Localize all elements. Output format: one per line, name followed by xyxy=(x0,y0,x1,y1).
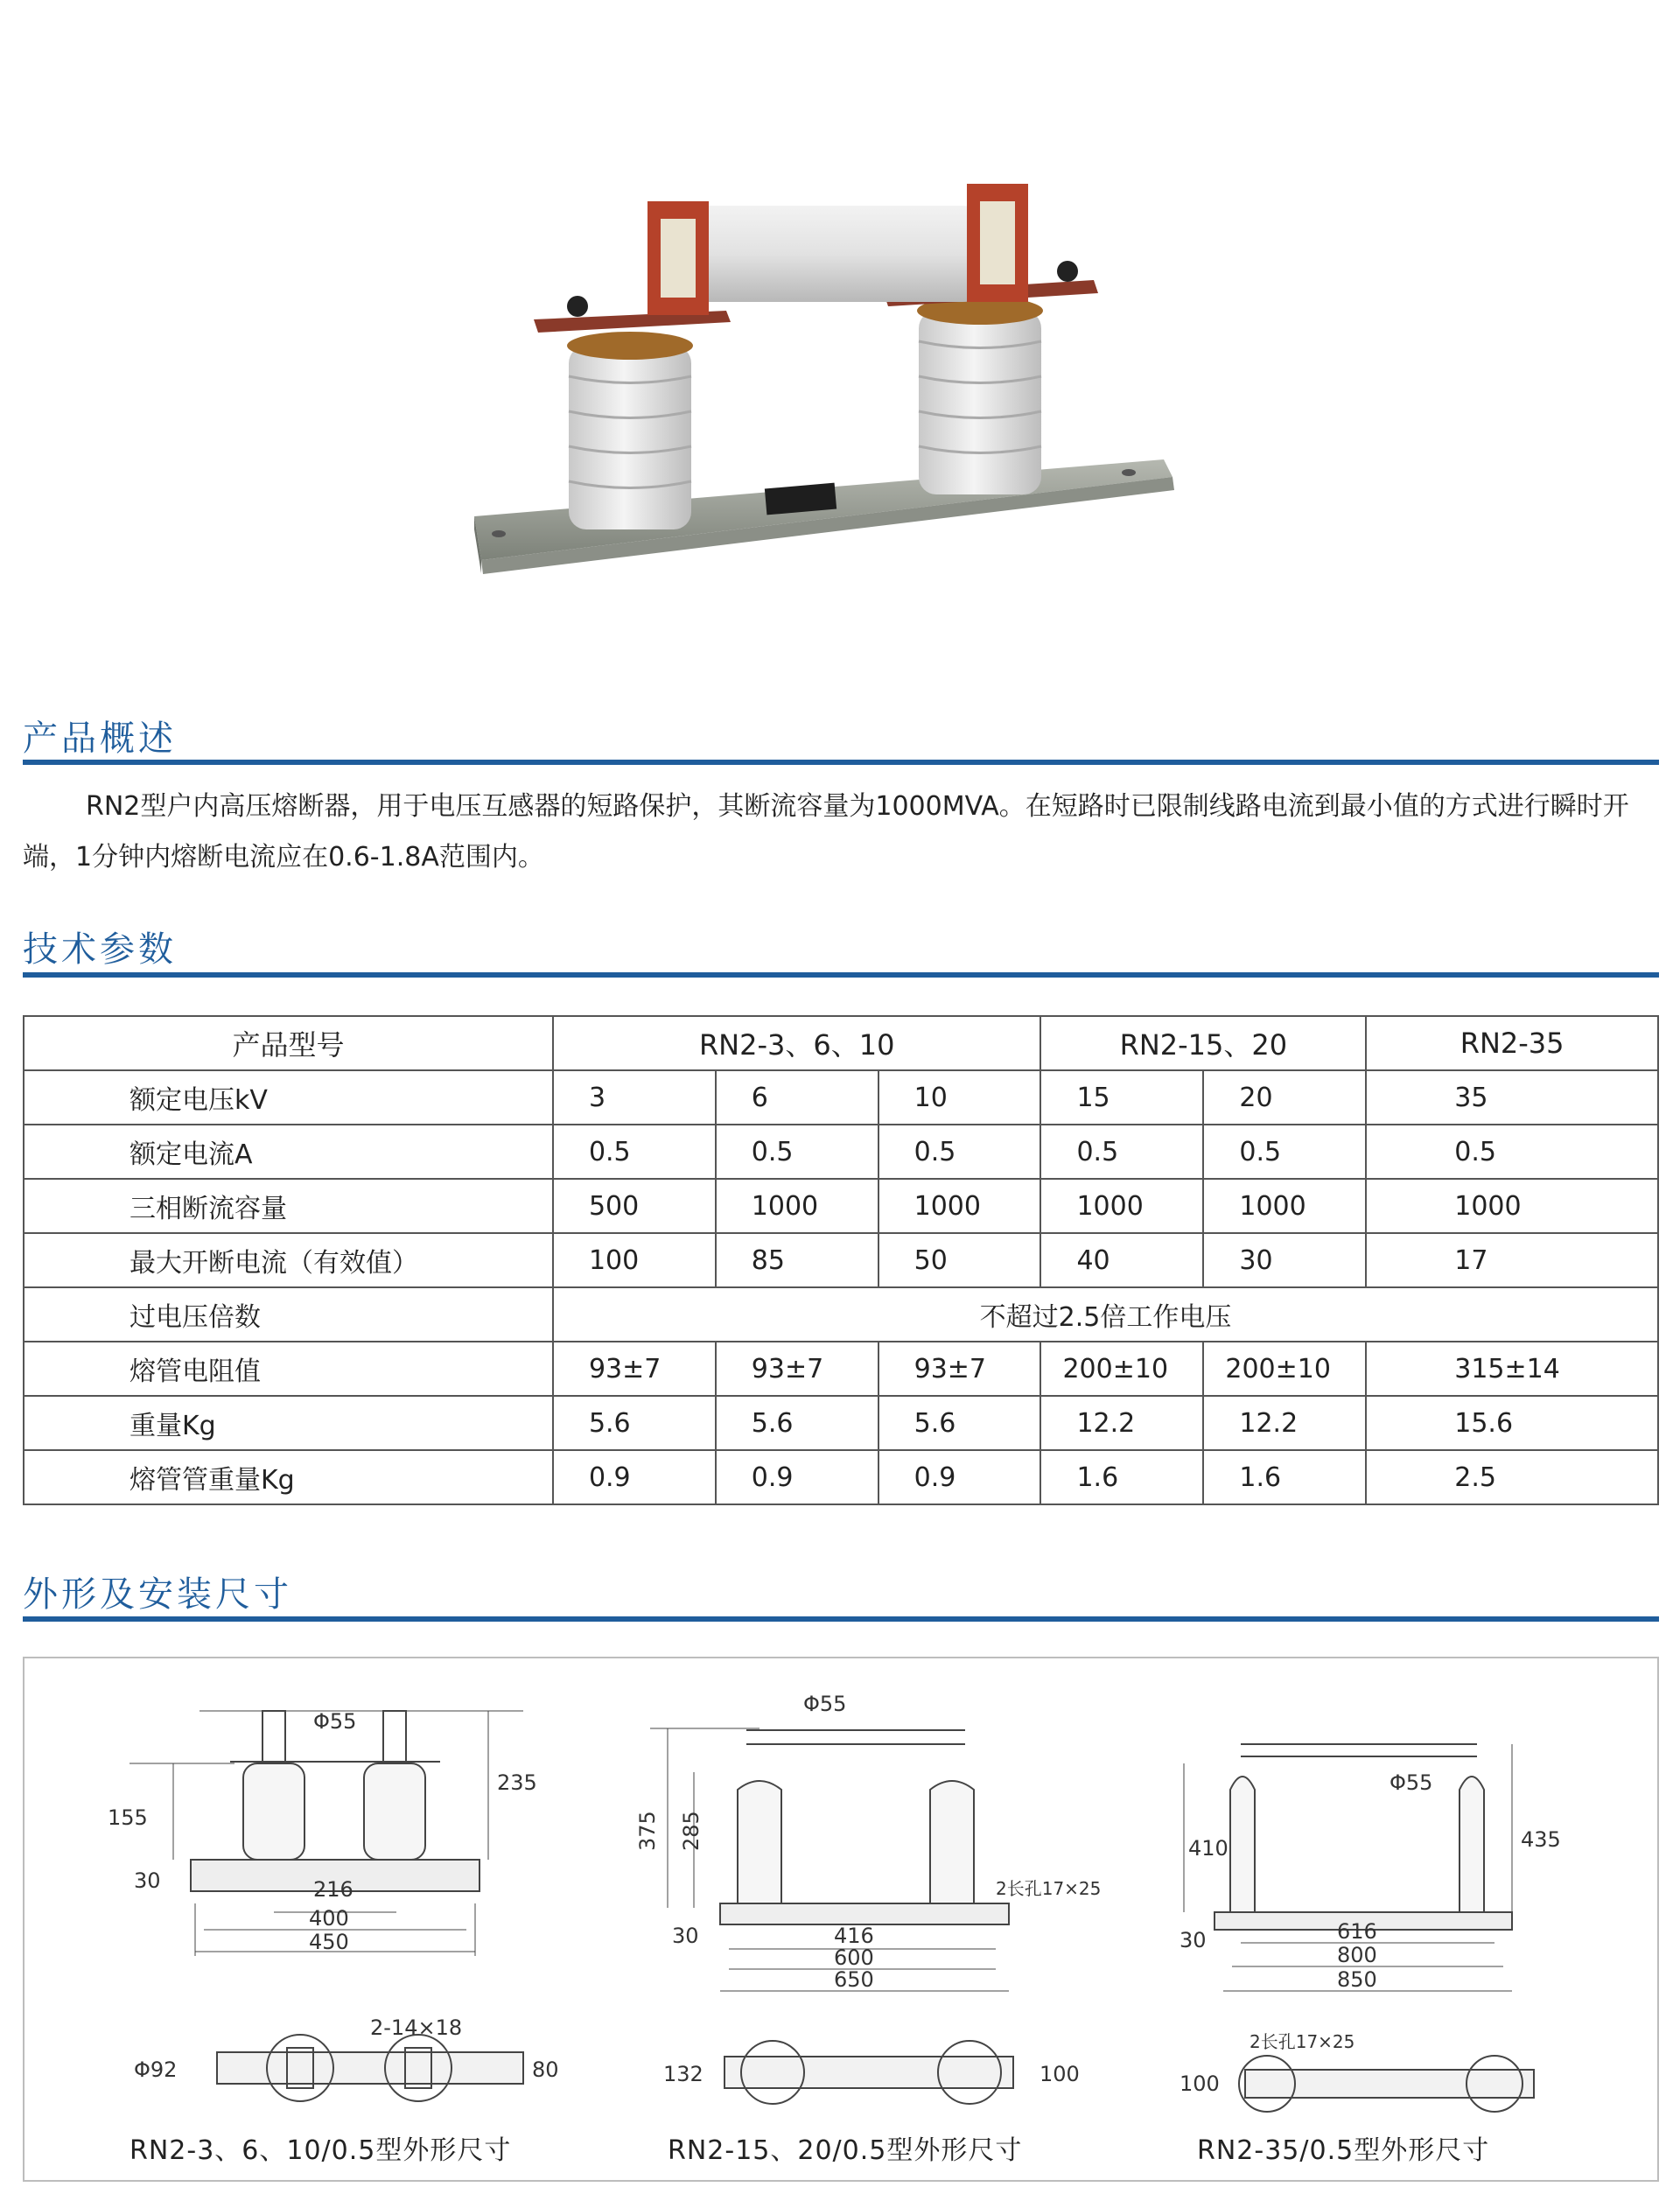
table-row xyxy=(24,1342,1658,1396)
dim-label: 30 xyxy=(1180,1928,1207,1952)
table-cell: 5.6 xyxy=(716,1396,878,1450)
table-cell: 12.2 xyxy=(1203,1396,1366,1450)
dim-label: 616 xyxy=(1337,1919,1377,1944)
table-cell: 0.9 xyxy=(553,1450,716,1504)
table-cell: 15.6 xyxy=(1366,1396,1658,1450)
dimension-drawings xyxy=(24,1658,1657,2180)
table-cell: 0.9 xyxy=(716,1450,878,1504)
table-cell: 0.5 xyxy=(1366,1125,1658,1179)
table-cell: 93±7 xyxy=(553,1342,716,1396)
dim-label: 2长孔17×25 xyxy=(1250,2031,1355,2052)
dim-label: 285 xyxy=(679,1811,704,1851)
dim-label: Φ55 xyxy=(803,1692,847,1716)
table-cell: 1.6 xyxy=(1040,1450,1203,1504)
table-cell: 85 xyxy=(716,1233,878,1287)
table-row xyxy=(24,1287,1658,1342)
table-cell: 0.5 xyxy=(1040,1125,1203,1179)
section-title-params: 技术参数 xyxy=(23,929,177,970)
table-row xyxy=(24,1450,1658,1504)
table-cell: 1000 xyxy=(1203,1179,1366,1233)
row-label: 过电压倍数 xyxy=(24,1287,553,1342)
table-cell: 40 xyxy=(1040,1233,1203,1287)
dim-label: 216 xyxy=(313,1877,354,1902)
row-label: 熔管管重量Kg xyxy=(24,1450,553,1504)
table-cell: 0.5 xyxy=(1203,1125,1366,1179)
drawing-rn2-35 xyxy=(1180,1744,1561,2112)
table-cell: 0.5 xyxy=(716,1125,878,1179)
table-cell: 5.6 xyxy=(878,1396,1041,1450)
dim-label: 600 xyxy=(834,1945,874,1970)
header-cell: RN2-15、20 xyxy=(1040,1016,1366,1070)
dim-label: 650 xyxy=(834,1967,874,1992)
table-cell: 315±14 xyxy=(1366,1342,1658,1396)
table-cell: 30 xyxy=(1203,1233,1366,1287)
dim-label: 2-14×18 xyxy=(370,2015,463,2040)
row-label: 最大开断电流（有效值） xyxy=(24,1233,553,1287)
drawing-caption: RN2-3、6、10/0.5型外形尺寸 xyxy=(130,2135,512,2166)
row-label: 额定电压kV xyxy=(24,1070,553,1125)
dim-label: 132 xyxy=(663,2062,704,2086)
spec-table xyxy=(23,1015,1659,1505)
table-cell: 1000 xyxy=(878,1179,1041,1233)
table-row xyxy=(24,1396,1658,1450)
header-cell: RN2-35 xyxy=(1366,1016,1658,1070)
header-cell: RN2-3、6、10 xyxy=(553,1016,1041,1070)
table-cell: 100 xyxy=(553,1233,716,1287)
dim-label: 235 xyxy=(497,1770,537,1795)
row-label: 重量Kg xyxy=(24,1396,553,1450)
dim-label: Φ92 xyxy=(134,2057,178,2082)
table-cell-merged: 不超过2.5倍工作电压 xyxy=(553,1287,1658,1342)
product-photo xyxy=(464,166,1181,595)
drawing-caption: RN2-15、20/0.5型外形尺寸 xyxy=(668,2135,1023,2166)
table-row xyxy=(24,1070,1658,1125)
overview-text: RN2型户内高压熔断器，用于电压互感器的短路保护，其断流容量为1000MVA。在短路时已限制线路电流到最小值的方式进行瞬时开端，1分钟内熔断电流应在0.6-1.8A范围内。 xyxy=(23,791,1629,873)
table-cell: 200±10 xyxy=(1040,1342,1203,1396)
table-cell: 2.5 xyxy=(1366,1450,1658,1504)
table-cell: 35 xyxy=(1366,1070,1658,1125)
dim-label: 850 xyxy=(1337,1967,1377,1992)
section-title-dimensions: 外形及安装尺寸 xyxy=(23,1574,292,1615)
row-label: 额定电流A xyxy=(24,1125,553,1179)
dim-label: Φ55 xyxy=(313,1709,357,1734)
table-cell: 6 xyxy=(716,1070,878,1125)
table-cell: 0.9 xyxy=(878,1450,1041,1504)
table-row xyxy=(24,1179,1658,1233)
dim-label: 375 xyxy=(635,1811,660,1851)
table-cell: 20 xyxy=(1203,1070,1366,1125)
table-cell: 12.2 xyxy=(1040,1396,1203,1450)
table-cell: 50 xyxy=(878,1233,1041,1287)
drawing-caption: RN2-35/0.5型外形尺寸 xyxy=(1197,2135,1490,2166)
table-cell: 17 xyxy=(1366,1233,1658,1287)
dim-label: 410 xyxy=(1188,1836,1228,1861)
table-cell: 200±10 xyxy=(1203,1342,1366,1396)
dim-label: 100 xyxy=(1040,2062,1080,2086)
table-cell: 1000 xyxy=(1040,1179,1203,1233)
dim-label: 450 xyxy=(309,1930,349,1954)
row-label: 三相断流容量 xyxy=(24,1179,553,1233)
table-cell: 1000 xyxy=(716,1179,878,1233)
dim-label: 30 xyxy=(672,1924,699,1948)
dim-label: 400 xyxy=(309,1906,349,1931)
dim-label: 435 xyxy=(1521,1827,1561,1852)
table-cell: 5.6 xyxy=(553,1396,716,1450)
table-header-row xyxy=(24,1016,1658,1070)
table-cell: 3 xyxy=(553,1070,716,1125)
table-cell: 1.6 xyxy=(1203,1450,1366,1504)
dimension-drawings-panel xyxy=(23,1657,1659,2182)
dim-label: 800 xyxy=(1337,1943,1377,1967)
drawing-rn2-15-20 xyxy=(635,1692,1101,2104)
section-divider xyxy=(23,1616,1659,1622)
table-cell: 15 xyxy=(1040,1070,1203,1125)
table-row xyxy=(24,1125,1658,1179)
section-title-overview: 产品概述 xyxy=(23,718,177,759)
dim-label: 155 xyxy=(108,1805,148,1830)
section-divider xyxy=(23,760,1659,765)
dim-label: 100 xyxy=(1180,2071,1220,2096)
table-cell: 0.5 xyxy=(553,1125,716,1179)
table-cell: 10 xyxy=(878,1070,1041,1125)
table-cell: 500 xyxy=(553,1179,716,1233)
header-cell: 产品型号 xyxy=(24,1016,553,1070)
table-cell: 0.5 xyxy=(878,1125,1041,1179)
section-divider xyxy=(23,972,1659,978)
dim-label: Φ55 xyxy=(1390,1770,1433,1795)
table-cell: 93±7 xyxy=(716,1342,878,1396)
dim-label: 80 xyxy=(532,2057,559,2082)
dim-label: 30 xyxy=(134,1868,161,1893)
table-row xyxy=(24,1233,1658,1287)
table-cell: 93±7 xyxy=(878,1342,1041,1396)
dim-label: 416 xyxy=(834,1924,874,1948)
drawing-rn2-3-6-10 xyxy=(108,1709,559,2101)
table-cell: 1000 xyxy=(1366,1179,1658,1233)
row-label: 熔管电阻值 xyxy=(24,1342,553,1396)
dim-label: 2长孔17×25 xyxy=(996,1878,1102,1899)
